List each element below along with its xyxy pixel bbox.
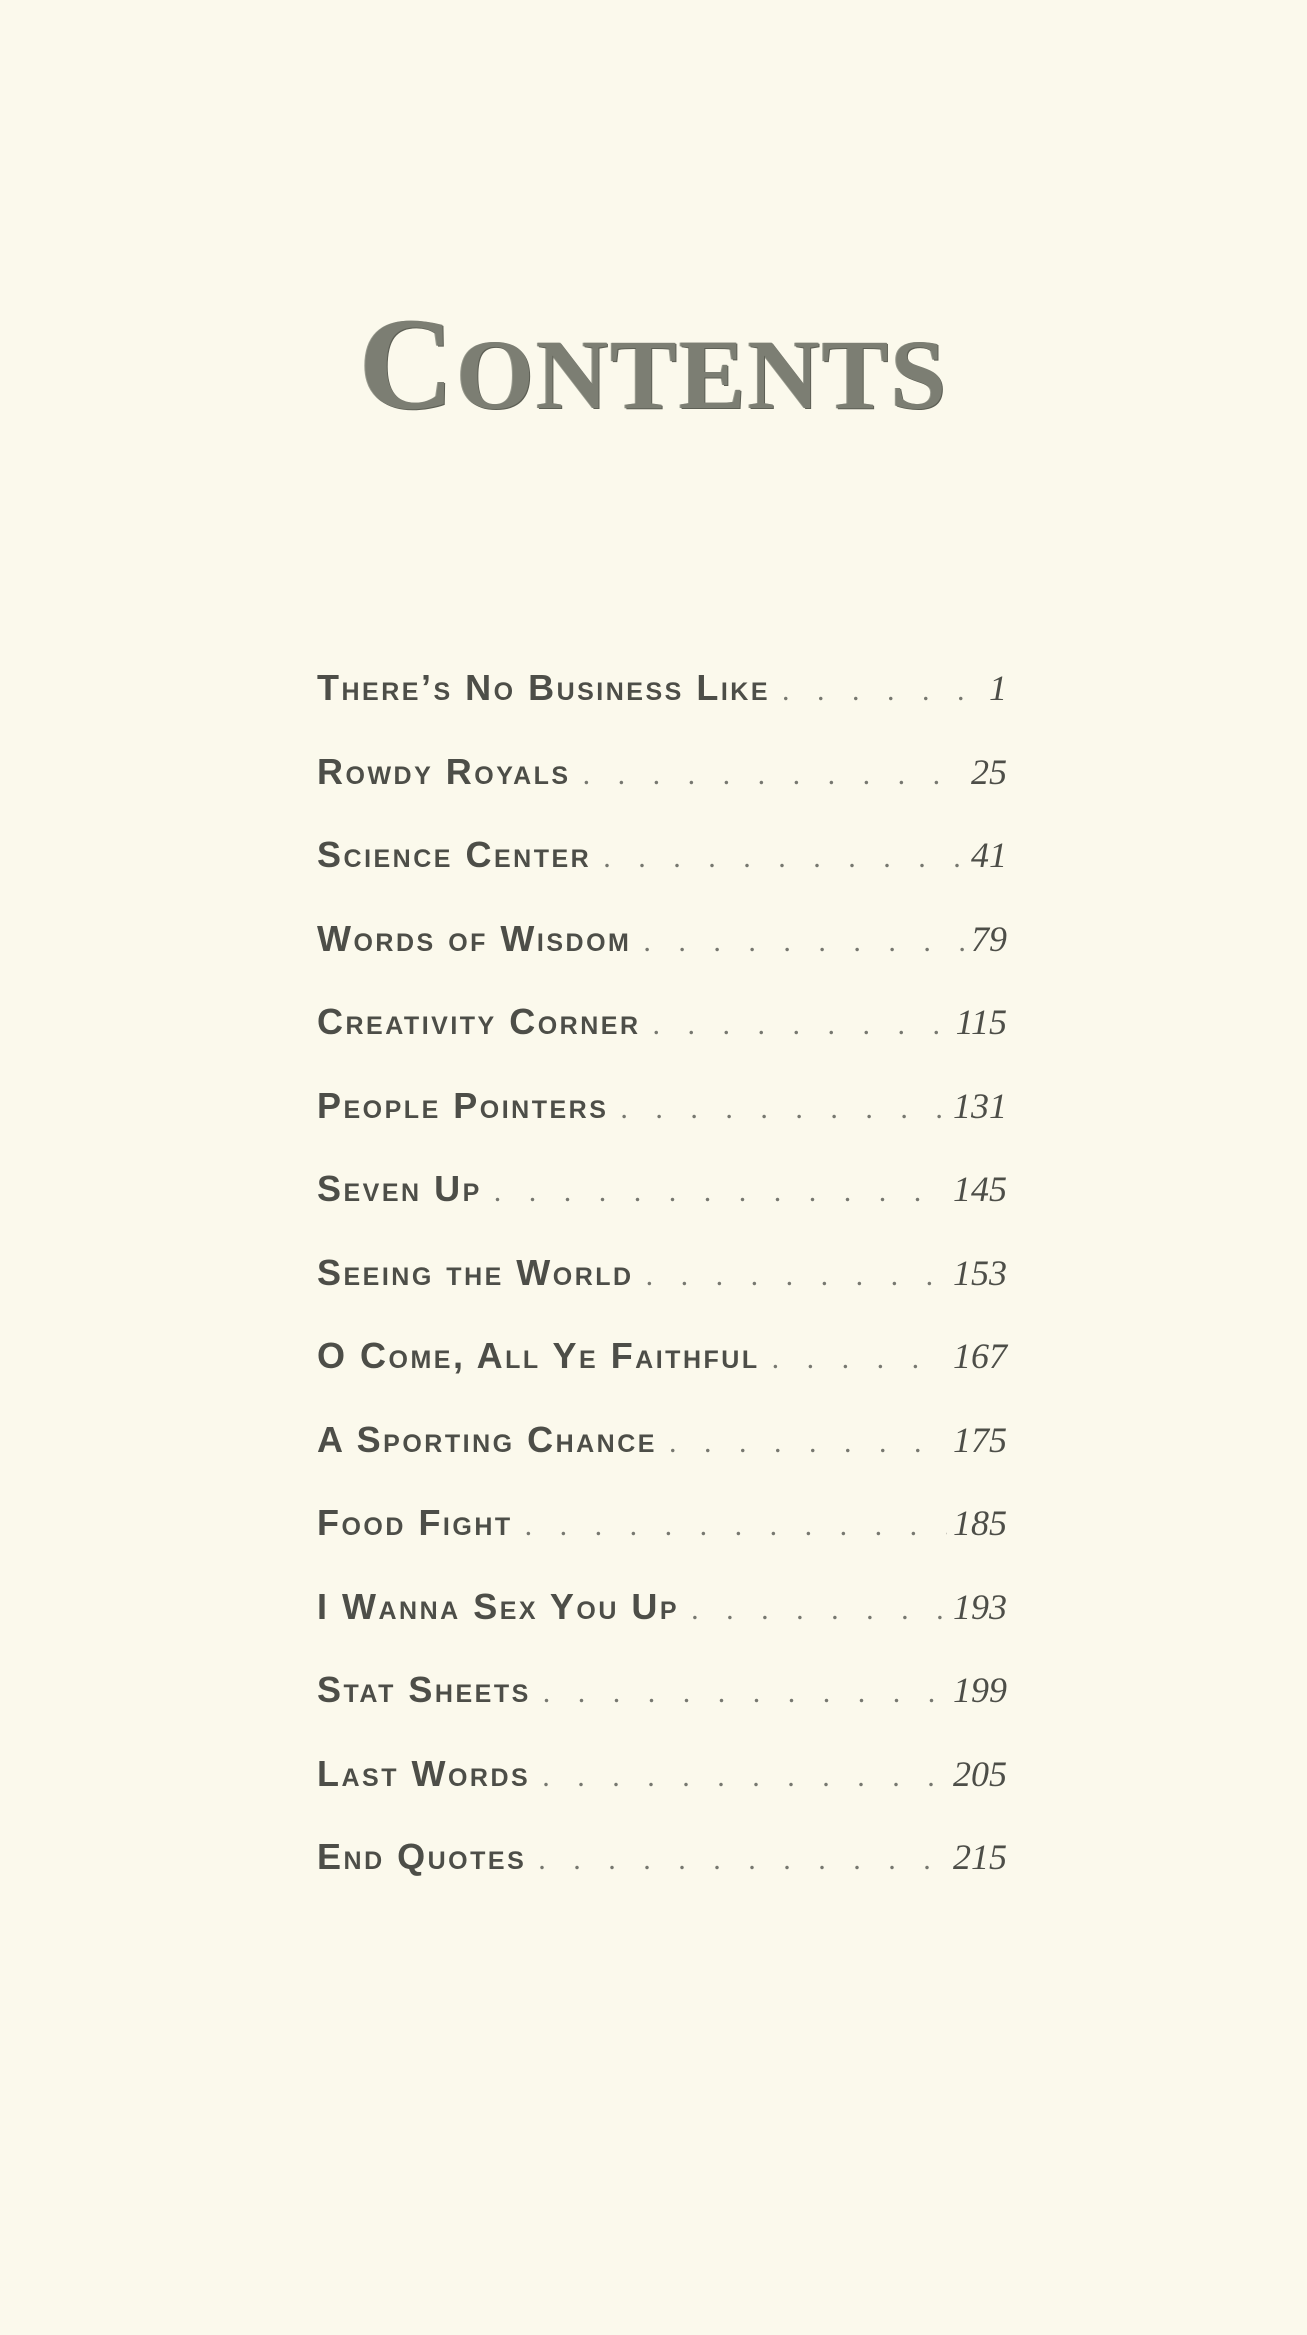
toc-entry[interactable] — [317, 1753, 1007, 1837]
title-initial: C — [358, 290, 457, 437]
dot-leader — [772, 1342, 947, 1376]
dot-leader — [646, 1259, 947, 1293]
dot-leader — [543, 1676, 947, 1710]
toc-entry-page: 1 — [989, 668, 1007, 708]
toc-entry[interactable] — [317, 1168, 1007, 1252]
toc-entry-page: 185 — [953, 1503, 1007, 1543]
dot-leader — [542, 1760, 947, 1794]
toc-entry-title: Science Center — [317, 834, 592, 875]
toc-entry-title: O Come, All Ye Faithful — [317, 1335, 760, 1376]
toc-entry[interactable] — [317, 1419, 1007, 1503]
dot-leader — [691, 1593, 947, 1627]
toc-entry-page: 131 — [953, 1085, 1007, 1126]
toc-entry-title: Words of Wisdom — [317, 917, 632, 959]
toc-entry-page: 79 — [971, 918, 1007, 959]
toc-entry-title: Seeing the World — [317, 1251, 634, 1293]
toc-entry-title: Seven Up — [317, 1168, 482, 1209]
dot-leader — [782, 674, 983, 708]
table-of-contents — [317, 667, 1007, 1920]
toc-entry[interactable] — [317, 918, 1007, 1002]
toc-entry-page: 215 — [953, 1837, 1007, 1877]
dot-leader — [494, 1175, 947, 1209]
toc-entry[interactable] — [317, 1335, 1007, 1419]
dot-leader — [653, 1008, 950, 1042]
toc-entry-title: Rowdy Royals — [317, 750, 571, 792]
toc-entry-title: I Wanna Sex You Up — [317, 1585, 680, 1627]
toc-entry-page: 41 — [971, 835, 1007, 875]
toc-entry[interactable] — [317, 1586, 1007, 1670]
toc-entry[interactable] — [317, 1669, 1007, 1753]
toc-entry[interactable] — [317, 751, 1007, 835]
toc-entry-page: 199 — [953, 1670, 1007, 1710]
toc-entry-title: Stat Sheets — [317, 1669, 531, 1710]
toc-entry-page: 25 — [971, 751, 1007, 792]
toc-entry-title: People Pointers — [317, 1084, 609, 1126]
dot-leader — [525, 1509, 947, 1543]
dot-leader — [620, 1092, 947, 1126]
toc-entry-page: 205 — [953, 1753, 1007, 1794]
toc-entry-title: Last Words — [317, 1752, 531, 1794]
toc-entry[interactable] — [317, 1502, 1007, 1586]
toc-entry-title: A Sporting Chance — [317, 1418, 657, 1460]
toc-entry[interactable] — [317, 1252, 1007, 1336]
dot-leader — [583, 758, 965, 792]
toc-entry-page: 145 — [953, 1169, 1007, 1209]
toc-entry-title: Creativity Corner — [317, 1001, 641, 1042]
toc-entry[interactable] — [317, 834, 1007, 918]
dot-leader — [669, 1426, 947, 1460]
dot-leader — [538, 1843, 947, 1877]
toc-entry-page: 167 — [953, 1336, 1007, 1376]
toc-entry-title: End Quotes — [317, 1836, 527, 1877]
toc-entry-page: 175 — [953, 1419, 1007, 1460]
toc-entry-page: 193 — [953, 1586, 1007, 1627]
page-title — [0, 290, 1307, 437]
dot-leader — [603, 841, 965, 875]
toc-entry-title: Food Fight — [317, 1502, 513, 1543]
toc-entry[interactable] — [317, 1836, 1007, 1920]
toc-entry[interactable] — [317, 1001, 1007, 1085]
dot-leader — [643, 925, 965, 959]
toc-entry-title: There’s No Business Like — [317, 667, 770, 708]
toc-entry[interactable] — [317, 667, 1007, 751]
title-rest: ONTENTS — [456, 319, 949, 430]
toc-entry[interactable] — [317, 1085, 1007, 1169]
toc-entry-page: 153 — [953, 1252, 1007, 1293]
toc-entry-page: 115 — [955, 1002, 1007, 1042]
